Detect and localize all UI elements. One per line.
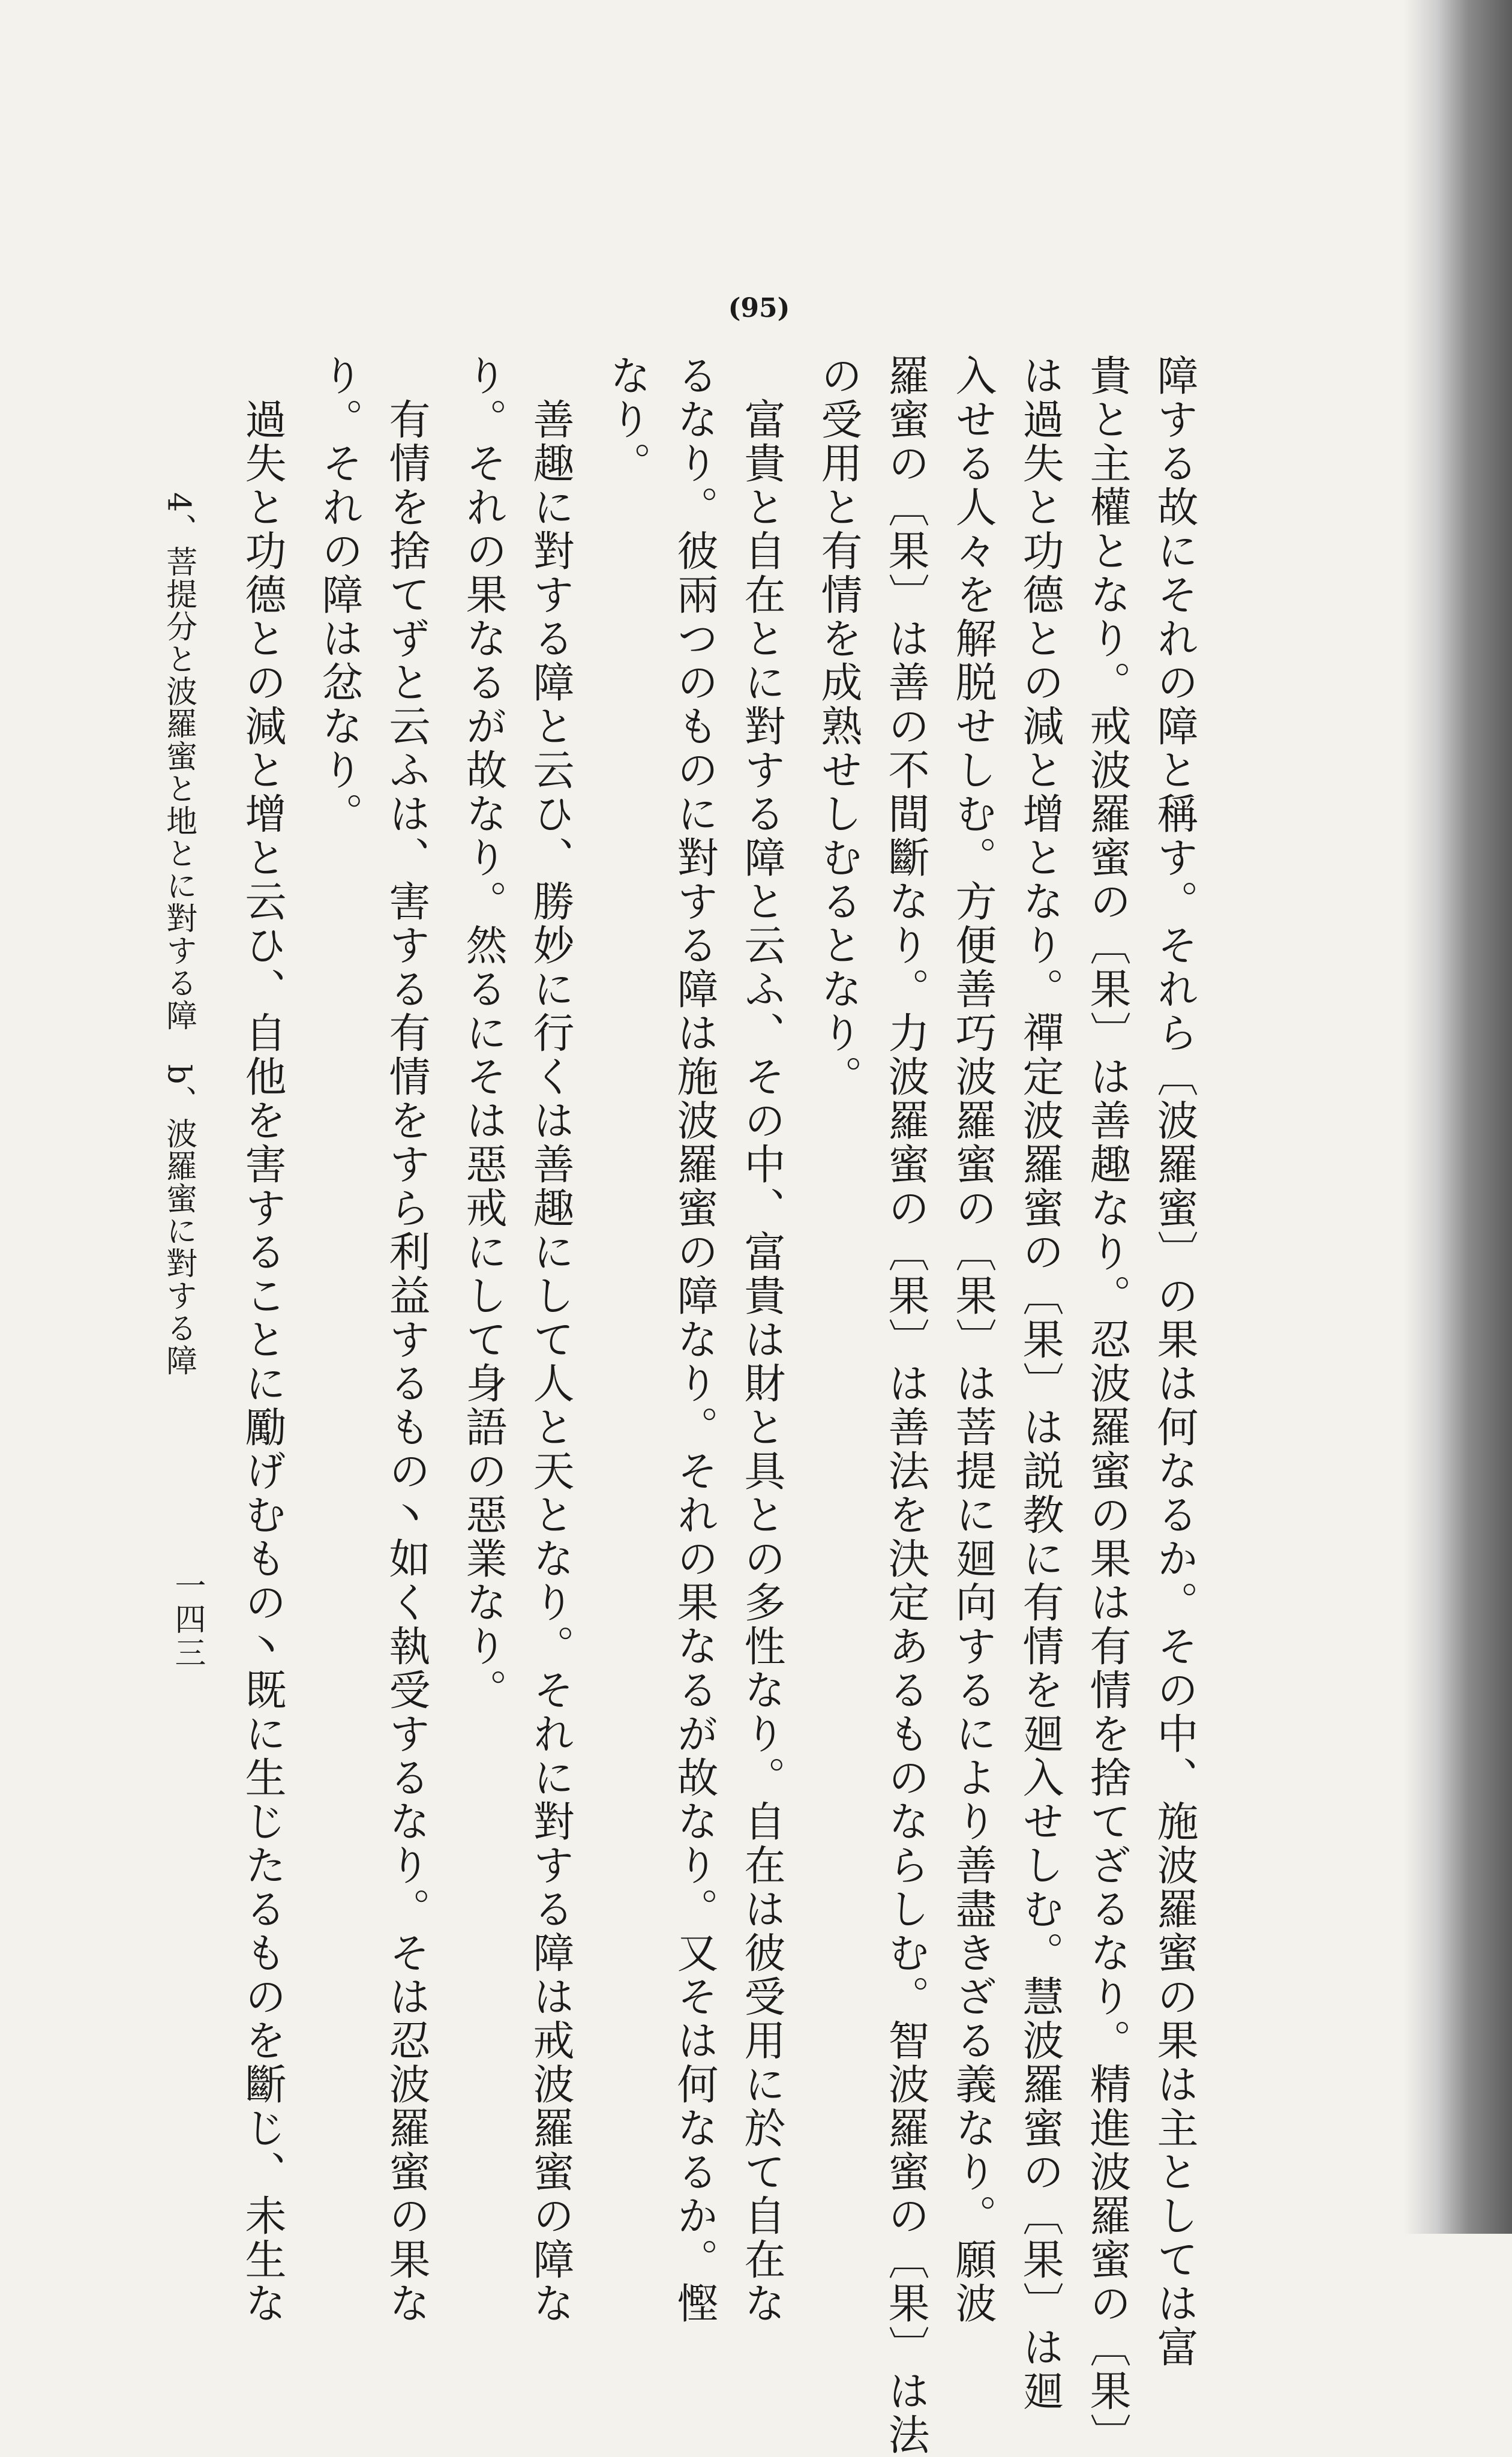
text-line-7: 富貴と自在とに對する障と云ふ、その中、富貴は財と具との多性なり。自在は彼受用に於て自在な [737,354,785,2326]
text-line-10: 善趣に對する障と云ひ、勝妙に行くは善趣にして人と天となり。それに對する障は戒波羅蜜の障な [526,354,574,2326]
text-line-11: り。それの果なるが故なり。然るにそは惡戒にして身語の惡業なり。 [458,354,507,1712]
page-number: (95) [728,293,790,323]
folio-number: 一四三 [169,1569,205,1670]
text-line-3: は過失と功德との減と增となり。禪定波羅蜜の〔果〕は説教に有情を廻入せしむ。慧波羅蜜の〔果〕は廻 [1015,354,1064,2413]
text-line-8: るなり。彼兩つのものに對する障は施波羅蜜の障なり。それの果なるが故なり。又そは何なるか。慳 [670,354,718,2326]
text-line-9: なり。 [602,354,651,486]
text-line-14: 過失と功德との減と增と云ひ、自他を害することに勵げむもの丶既に生じたるものを斷じ、未生な [238,354,286,2326]
text-line-13: り。それの障は忿なり。 [314,354,363,836]
text-line-5: 羅蜜の〔果〕は善の不間斷なり。力波羅蜜の〔果〕は善法を決定あるものならしむ。智波羅蜜の〔果〕は法 [881,354,929,2457]
text-line-4: 入せる人々を解脱せしむ。方便善巧波羅蜜の〔果〕は菩提に廻向するにより善盡きざる義なり。願波 [948,354,997,2326]
text-line-12: 有情を捨てずと云ふは、害する有情をすら利益するもの丶如く執受するなり。そは忍波羅蜜の果な [382,354,430,2326]
text-line-1: 障する故にそれの障と稱す。それら〔波羅蜜〕の果は何なるか。その中、施波羅蜜の果は主としては富 [1150,354,1198,2369]
page-edge-shadow [1404,0,1512,2234]
running-header: 4、菩提分と波羅蜜と地とに對する障 b、波羅蜜に對する障 [160,492,197,1377]
text-line-6: の受用と有情を成熟せしむるとなり。 [814,354,862,1099]
text-line-2: 貴と主權となり。戒波羅蜜の〔果〕は善趣なり。忍波羅蜜の果は有情を捨てざるなり。精進波羅蜜の〔果〕 [1082,354,1131,2457]
